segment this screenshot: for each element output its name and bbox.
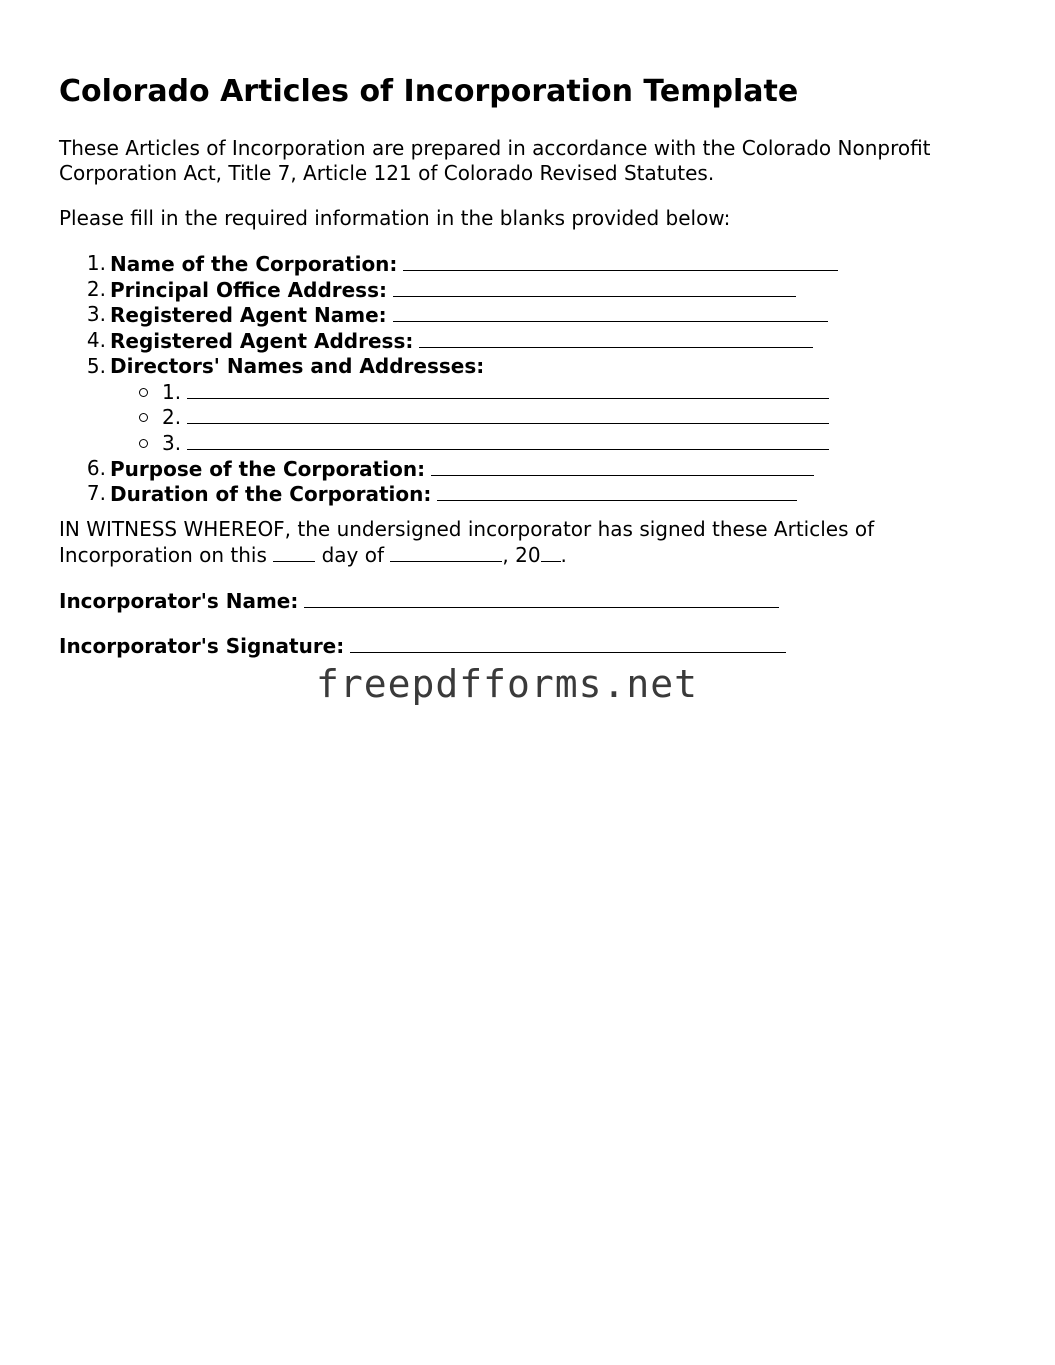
field-number: 3.	[86, 302, 106, 327]
field-label: Purpose of the Corporation:	[110, 456, 426, 481]
document-title: Colorado Articles of Incorporation Template	[59, 74, 799, 109]
incorporator-name-row	[59, 588, 779, 614]
principal-office-blank[interactable]	[393, 277, 796, 297]
director-entry	[59, 430, 838, 456]
witness-line-2	[59, 542, 874, 568]
year-blank[interactable]	[541, 542, 561, 562]
month-blank[interactable]	[390, 542, 502, 562]
agent-name-blank[interactable]	[393, 302, 828, 322]
day-blank[interactable]	[273, 542, 315, 562]
witness-paragraph	[59, 517, 874, 568]
fill-instruction: Please fill in the required information in the blanks provided below:	[59, 206, 731, 230]
circle-bullet-icon	[139, 388, 148, 397]
director-entry	[59, 404, 838, 430]
witness-text: day of	[321, 543, 385, 567]
duration-blank[interactable]	[437, 481, 797, 501]
director-number: 3.	[162, 430, 182, 455]
circle-bullet-icon	[139, 413, 148, 422]
field-corporation-name	[59, 251, 838, 277]
incorporator-name-label: Incorporator's Name:	[59, 589, 299, 613]
witness-text: .	[560, 543, 567, 567]
circle-bullet-icon	[139, 439, 148, 448]
directors-sublist-item	[59, 379, 838, 456]
incorporator-signature-row	[59, 633, 786, 659]
director-entry	[59, 379, 838, 405]
field-number: 1.	[86, 251, 106, 275]
director-3-blank[interactable]	[187, 430, 829, 450]
director-2-blank[interactable]	[187, 404, 829, 424]
intro-line-2: Corporation Act, Title 7, Article 121 of Colorado Revised Statutes.	[59, 161, 715, 185]
field-agent-address	[59, 328, 838, 354]
incorporator-signature-blank[interactable]	[350, 633, 786, 653]
field-label: Duration of the Corporation:	[110, 482, 432, 507]
corporation-name-blank[interactable]	[403, 251, 838, 271]
incorporator-name-blank[interactable]	[304, 588, 779, 608]
watermark-text: freepdfforms.net	[316, 662, 699, 706]
witness-text: Incorporation on this	[59, 543, 267, 567]
intro-line-1: These Articles of Incorporation are prepared in accordance with the Colorado Nonprofit	[59, 136, 931, 160]
field-number: 4.	[86, 328, 106, 353]
witness-line-1: IN WITNESS WHEREOF, the undersigned incorporator has signed these Articles of	[59, 517, 875, 541]
directors-sublist	[59, 379, 838, 456]
field-number: 6.	[86, 455, 106, 480]
field-number: 2.	[86, 276, 106, 301]
agent-address-blank[interactable]	[419, 328, 813, 348]
incorporator-signature-label: Incorporator's Signature:	[59, 634, 345, 658]
field-directors	[59, 354, 838, 379]
field-label: Principal Office Address:	[110, 277, 387, 302]
field-agent-name	[59, 302, 838, 328]
field-label: Registered Agent Address:	[110, 329, 414, 354]
field-principal-office	[59, 277, 838, 303]
field-label: Name of the Corporation:	[110, 252, 398, 276]
field-number: 7.	[86, 481, 106, 506]
fields-list	[59, 251, 838, 507]
purpose-blank[interactable]	[431, 456, 814, 476]
field-label: Directors' Names and Addresses:	[110, 353, 485, 378]
field-label: Registered Agent Name:	[110, 303, 387, 328]
field-duration	[59, 481, 838, 507]
director-1-blank[interactable]	[187, 379, 829, 399]
field-purpose	[59, 456, 838, 482]
director-number: 2.	[162, 405, 182, 430]
witness-text: , 20	[502, 543, 541, 567]
field-number: 5.	[86, 353, 106, 378]
intro-paragraph	[59, 136, 931, 186]
director-number: 1.	[162, 379, 182, 404]
